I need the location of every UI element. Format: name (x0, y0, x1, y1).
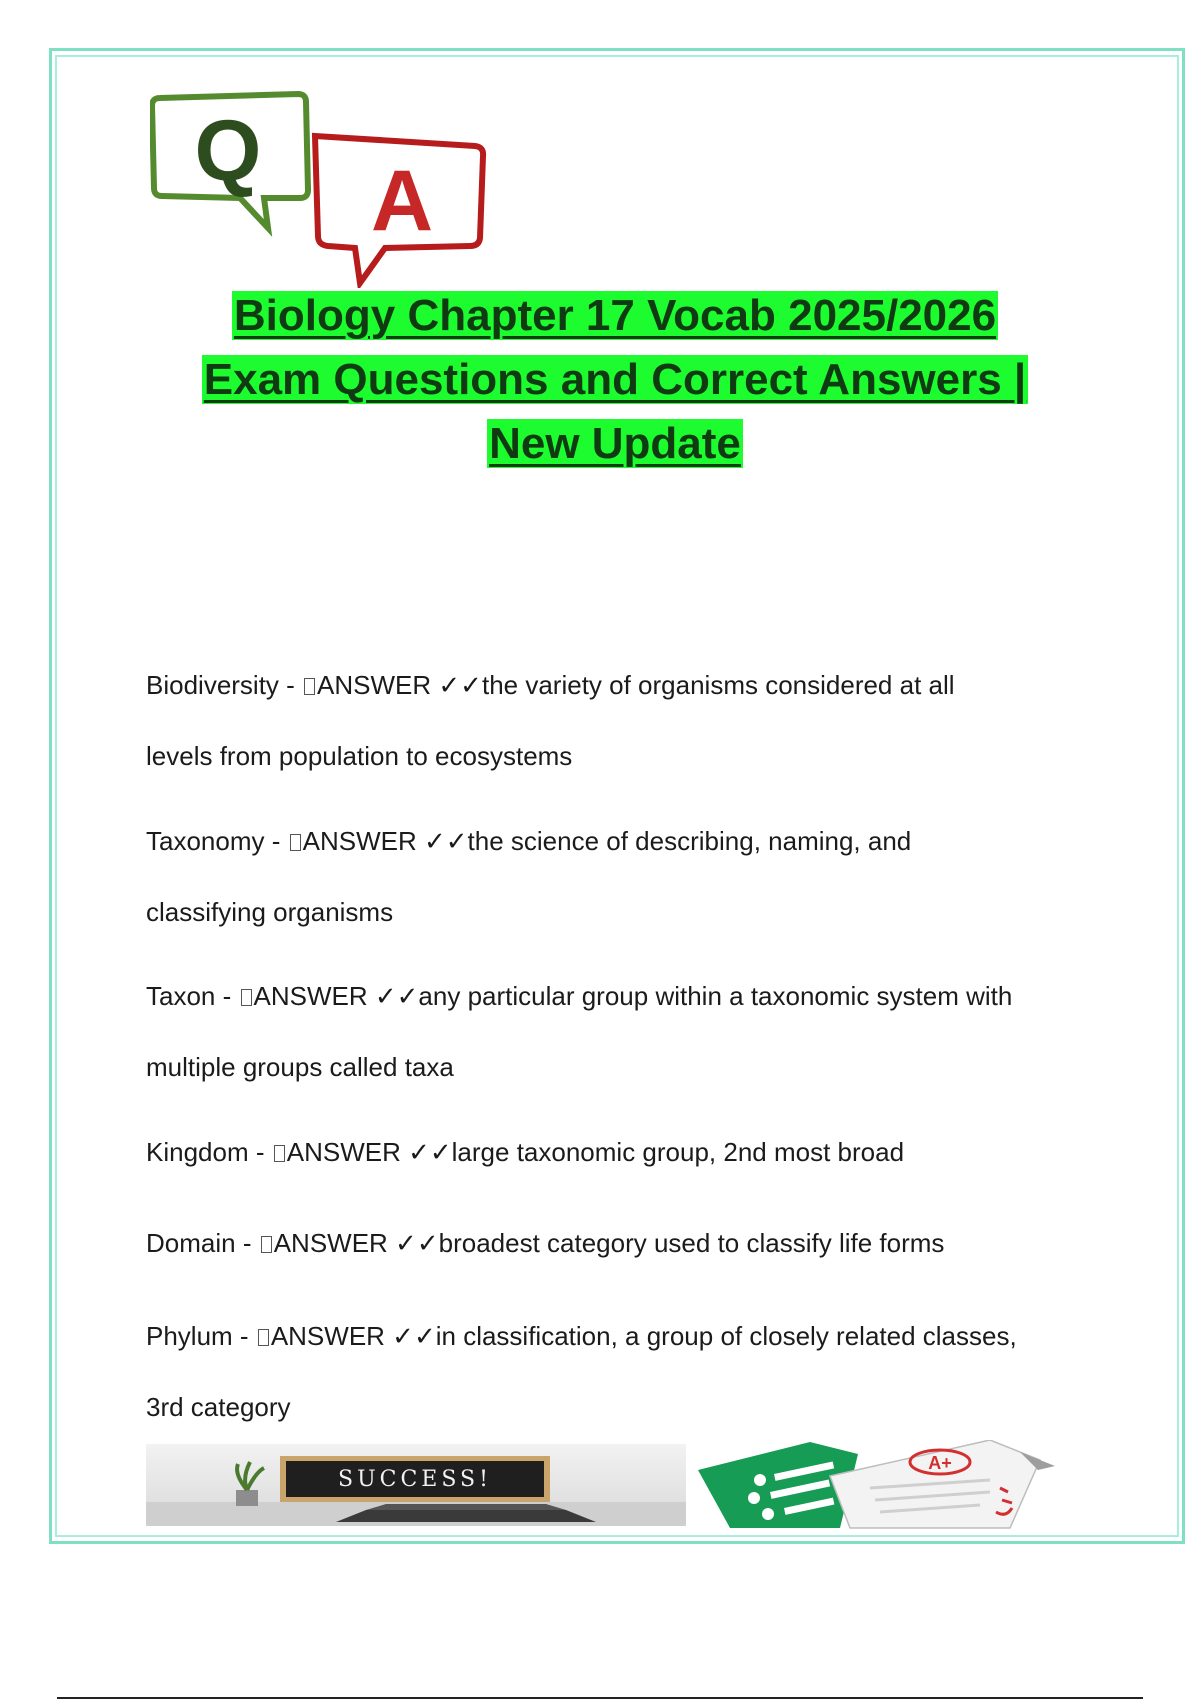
grade-text: A+ (928, 1453, 952, 1473)
entry-term: Biodiversity (146, 670, 279, 700)
answer-marker: ANSWER ✓✓ (286, 1137, 452, 1167)
entry-answer-line-1: any particular group within a taxonomic system with (418, 981, 1013, 1011)
success-banner-image (146, 1444, 686, 1526)
title-line-2: Exam Questions and Correct Answers | (203, 355, 1027, 404)
banner-text: SUCCESS! (338, 1467, 492, 1492)
q-letter: Q (194, 103, 262, 199)
qa-entry: Kingdom - ANSWER ✓✓large taxonomic group, 2nd most broad (146, 1137, 905, 1167)
missing-glyph-icon (274, 1145, 285, 1162)
entry-answer-line-1: large taxonomic group, 2nd most broad (451, 1137, 905, 1167)
title-line-3: New Update (489, 419, 741, 468)
title-line-1: Biology Chapter 17 Vocab 2025/2026 (233, 291, 997, 340)
answer-marker: ANSWER ✓✓ (253, 981, 419, 1011)
entry-answer-line-1: the science of describing, naming, and (467, 826, 912, 856)
missing-glyph-icon (241, 989, 252, 1006)
entry-answer-line-1: the variety of organisms considered at all (481, 670, 955, 700)
footer-rule (57, 1697, 1143, 1699)
entry-term: Taxonomy (146, 826, 265, 856)
answer-marker: ANSWER ✓✓ (317, 670, 482, 700)
document-title (60, 284, 1170, 476)
missing-glyph-icon (261, 1236, 272, 1253)
answer-marker: ANSWER ✓✓ (270, 1321, 436, 1351)
qa-logo-icon (150, 88, 490, 288)
entry-answer-line-1: in classification, a group of closely related classes, (435, 1321, 1017, 1351)
entry-answer-line-1: broadest category used to classify life forms (438, 1228, 945, 1258)
entry-term: Taxon (146, 981, 216, 1011)
entry-answer-line-2: levels from population to ecosystems (146, 741, 573, 771)
graded-documents-image (690, 1440, 1080, 1530)
qa-entry: Phylum - ANSWER ✓✓in classification, a group of closely related classes, 3rd category (146, 1301, 1106, 1443)
missing-glyph-icon (258, 1329, 269, 1346)
entry-term: Domain (146, 1228, 236, 1258)
qa-entry: Biodiversity - ANSWER ✓✓the variety of organisms considered at all levels from population to ecosystems (146, 650, 1106, 792)
qa-entry: Domain - ANSWER ✓✓broadest category used to classify life forms (146, 1228, 945, 1258)
entry-answer-line-2: multiple groups called taxa (146, 1052, 454, 1082)
answer-marker: ANSWER ✓✓ (302, 826, 468, 856)
qa-entry: Taxon - ANSWER ✓✓any particular group within a taxonomic system with multiple groups called taxa (146, 961, 1106, 1103)
missing-glyph-icon (304, 678, 315, 695)
entry-answer-line-2: classifying organisms (146, 897, 394, 927)
entry-term: Kingdom (146, 1137, 249, 1167)
entry-term: Phylum (146, 1321, 233, 1351)
missing-glyph-icon (290, 834, 301, 851)
answer-marker: ANSWER ✓✓ (273, 1228, 439, 1258)
qa-entry: Taxonomy - ANSWER ✓✓the science of describing, naming, and classifying organisms (146, 806, 1106, 948)
entry-answer-line-2: 3rd category (146, 1392, 291, 1422)
a-letter: A (370, 153, 434, 249)
